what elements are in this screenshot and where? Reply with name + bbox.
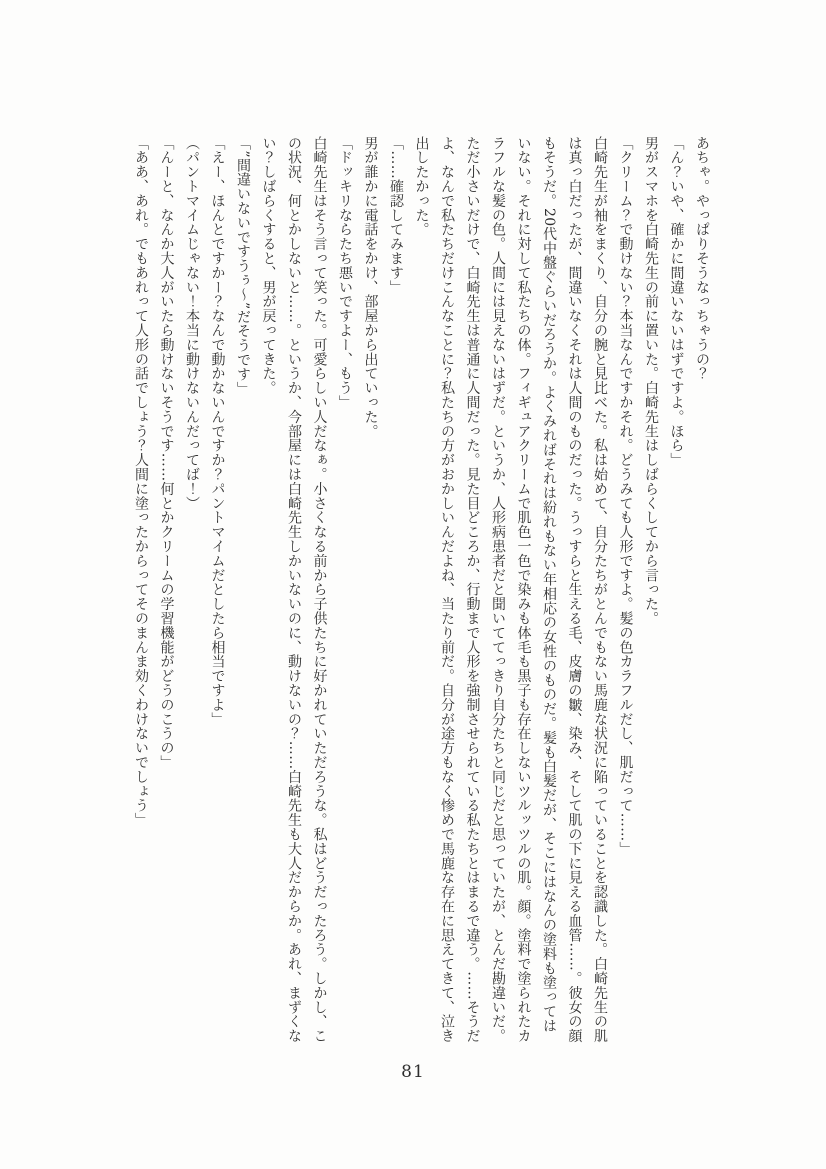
paragraph: 白崎先生はそう言って笑った。可愛らしい人だなぁ。小さくなる前から子供たちに好かれていただろうな。私はどうだったろう。しかし、この状況、何とかしないと……。というか、今部屋には白崎先生しかいないのに、動けないの？……白崎先生も大人だからか。あれ、まずくない？しばらくすると、男が戻ってきた。: [260, 136, 328, 1044]
paragraph: 「えー、ほんとですかー？なんで動かないんですか？パントマイムだとしたら相当ですよ」: [209, 136, 226, 727]
paragraph: 「ああ、あれ。でもあれって人形の話でしょう？人間に塗ったからってそのまんま効くわけないでしょう」: [133, 136, 149, 828]
paragraph: （パントマイムじゃない！本当に動けないんだってば！）: [184, 136, 200, 511]
paragraph: 「ん？いや、確かに間違いないはずですよ。ほら」: [668, 136, 685, 468]
vertical-text-block: [124, 136, 714, 1045]
paragraph: 「クリーム？で動けない？本当なんですかそれ。どうみても人形ですよ。髪の色カラフルだし、肌だって……」: [617, 136, 634, 856]
paragraph: 男が誰かに電話をかけ、部屋から出ていった。: [362, 136, 379, 439]
paragraph: 「……確認してみます」: [388, 136, 404, 295]
paragraph: あちゃ。やっぱりそうなっちゃうの？: [694, 136, 710, 381]
paragraph: 「”間違いないですうぅ～”だそうです」: [235, 136, 251, 396]
paragraph: 「んーと、なんか大人がいたら動けないそうです……何とかクリームの学習機能がどうのこうの」: [158, 136, 175, 770]
paragraph: 男がスマホを白崎先生の前に置いた。白崎先生はしばらくしてから言った。: [643, 136, 659, 626]
page-number: 81: [401, 1062, 425, 1082]
paragraph: 白崎先生が袖をまくり、自分の腕と見比べた。私は始めて、自分たちがとんでもない馬鹿な状況に陥っていることを認識した。白崎先生の肌は真っ白だったが、間違いなくそれは人間のものだった。うっすらと生える毛、皮膚の皺、染み、そして肌の下に見える血管……。彼女の顔もそうだ。20代中盤ぐらいだろうか。よくみればそれは紛れもない年相応の女性のものだ。髪も白髪だが、そこにはなんの塗料も塗ってはいない。それに対して私たちの体。フィギュアクリームで肌色一色で染みも体毛も黒子も存在しないツルッツルの肌。顔。塗料で塗られたカラフルな髪の色。人間には見えないはずだ。というか、人形病患者だと聞いててっきり自分たちと同じだと思っていたが、とんだ勘違いだ。ただ小さいだけで、白崎先生は普通に人間だった。見た目どころか、行動まで人形を強制させられている私たちとはまるで違う。……そうだよ、なんで私たちだけこんなことに？私たちの方がおかしいんだよね、当たり前だ。自分が途方もなく惨めで馬鹿な存在に思えてきて、泣き出したかった。: [413, 136, 608, 1044]
paragraph: 「ドッキリならたち悪いですよー、もう」: [337, 136, 353, 410]
